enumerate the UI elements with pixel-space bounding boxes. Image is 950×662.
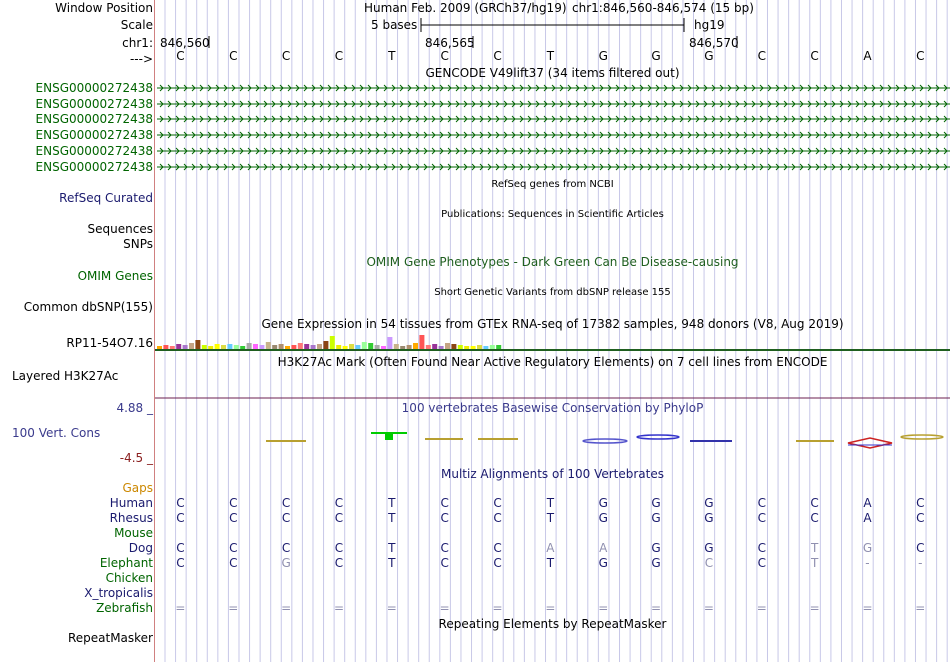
reference-base: C xyxy=(281,49,291,63)
alignment-base: - xyxy=(918,556,923,570)
alignment-base: = xyxy=(281,601,292,615)
alignment-base: C xyxy=(493,556,502,570)
species-label-mouse: Mouse xyxy=(114,526,153,540)
alignment-base: A xyxy=(863,496,872,510)
gencode-item-label[interactable]: ENSG00000272438 xyxy=(35,112,153,126)
gtex-tissue-bar[interactable] xyxy=(291,345,296,349)
gtex-tissue-bar[interactable] xyxy=(330,336,335,349)
alignment-base: = xyxy=(598,601,609,615)
gtex-tissue-bar[interactable] xyxy=(387,337,392,349)
phylop-score-mark xyxy=(583,439,627,443)
alignment-base: C xyxy=(176,556,185,570)
alignment-base: T xyxy=(388,511,396,525)
gencode-transcript[interactable] xyxy=(157,101,950,107)
alignment-base: = xyxy=(756,601,767,615)
gtex-tissue-bar[interactable] xyxy=(362,342,367,349)
phylop-track-label[interactable]: 100 Vert. Cons xyxy=(12,426,101,440)
snps-track-label[interactable]: SNPs xyxy=(123,237,153,251)
dbsnp-track-title: Short Genetic Variants from dbSNP release 155 xyxy=(434,287,671,298)
gtex-tissue-bar[interactable] xyxy=(234,345,239,349)
gtex-tissue-bar[interactable] xyxy=(189,343,194,349)
reference-base: C xyxy=(334,49,344,63)
reference-base: C xyxy=(176,49,185,63)
species-label-human: Human xyxy=(109,496,153,510)
alignment-base: G xyxy=(704,511,714,525)
alignment-base: G xyxy=(862,541,873,555)
alignment-base: C xyxy=(493,511,502,525)
alignment-base: A xyxy=(863,511,872,525)
gtex-tissue-bar[interactable] xyxy=(183,345,188,349)
alignment-base: C xyxy=(281,496,291,510)
alignment-base: T xyxy=(810,541,819,555)
alignment-base: G xyxy=(598,511,608,525)
species-label-zebrafish: Zebrafish xyxy=(96,601,153,615)
chrom-label: chr1: xyxy=(122,36,153,50)
gtex-tissue-bar[interactable] xyxy=(311,345,316,349)
reference-base: C xyxy=(757,49,766,63)
multiz-track-title: Multiz Alignments of 100 Vertebrates xyxy=(440,467,665,481)
alignment-base: C xyxy=(704,556,714,570)
gtex-tissue-bar[interactable] xyxy=(247,343,252,349)
gencode-item-label[interactable]: ENSG00000272438 xyxy=(35,81,153,95)
gencode-transcript[interactable] xyxy=(157,132,950,138)
alignment-base: C xyxy=(757,556,766,570)
gtex-tissue-bar[interactable] xyxy=(381,346,386,349)
sequences-track-label[interactable]: Sequences xyxy=(87,222,153,236)
gtex-tissue-bar[interactable] xyxy=(157,346,162,349)
species-label-rhesus: Rhesus xyxy=(109,511,153,525)
gencode-item-label[interactable]: ENSG00000272438 xyxy=(35,160,153,174)
repeatmasker-track-label[interactable]: RepeatMasker xyxy=(67,631,153,645)
gtex-track-title: Gene Expression in 54 tissues from GTEx RNA-seq of 17382 samples, 948 donors (V8, Aug 2019) xyxy=(261,317,844,331)
gtex-tissue-bar[interactable] xyxy=(202,345,207,349)
alignment-base: C xyxy=(440,496,449,510)
position-readout: chr1:846,560-846,574 (15 bp) xyxy=(572,1,754,15)
gencode-transcript[interactable] xyxy=(157,164,950,170)
gtex-tissue-bar[interactable] xyxy=(458,345,463,349)
gtex-tissue-bar[interactable] xyxy=(266,342,271,349)
alignment-base: = xyxy=(915,601,926,615)
refseq-track-label[interactable]: RefSeq Curated xyxy=(59,191,153,205)
gtex-tissue-bar[interactable] xyxy=(496,345,501,349)
alignment-base: C xyxy=(493,496,502,510)
gtex-tissue-bar[interactable] xyxy=(355,345,360,349)
scale-label: Scale xyxy=(120,18,153,32)
gtex-tissue-bar[interactable] xyxy=(464,346,469,349)
reference-base: G xyxy=(704,49,714,63)
alignment-base: = xyxy=(651,601,662,615)
scale-text: 5 bases xyxy=(371,18,418,32)
alignment-base: T xyxy=(546,556,555,570)
dbsnp-track-label[interactable]: Common dbSNP(155) xyxy=(23,300,153,314)
omim-track-title: OMIM Gene Phenotypes - Dark Green Can Be Disease-causing xyxy=(366,255,739,269)
omim-track-label[interactable]: OMIM Genes xyxy=(77,269,153,283)
alignment-base: T xyxy=(810,556,819,570)
alignment-base: C xyxy=(334,556,344,570)
phylop-score-mark xyxy=(901,435,943,439)
alignment-base: = xyxy=(703,601,714,615)
alignment-base: = xyxy=(333,601,344,615)
gaps-label: Gaps xyxy=(122,481,153,495)
gtex-tissue-bar[interactable] xyxy=(451,344,456,349)
gtex-tissue-bar[interactable] xyxy=(349,344,354,349)
gtex-tissue-bar[interactable] xyxy=(432,344,437,349)
alignment-base: G xyxy=(598,556,608,570)
species-label-dog: Dog xyxy=(128,541,153,555)
window-position-label: Window Position xyxy=(55,1,153,15)
gencode-transcript[interactable] xyxy=(157,148,950,154)
gtex-tissue-bar[interactable] xyxy=(208,346,213,349)
alignment-base: = xyxy=(228,601,239,615)
reference-base: C xyxy=(916,49,925,63)
reference-base: T xyxy=(388,49,396,63)
gtex-tissue-bar[interactable] xyxy=(227,344,232,349)
reference-base: G xyxy=(651,49,661,63)
gtex-tissue-bar[interactable] xyxy=(259,345,264,349)
alignment-base: = xyxy=(862,601,873,615)
gtex-tissue-bar[interactable] xyxy=(343,346,348,349)
gtex-tissue-bar[interactable] xyxy=(323,341,328,349)
gtex-tissue-bar[interactable] xyxy=(439,346,444,349)
alignment-base: C xyxy=(229,511,238,525)
gtex-tissue-bar[interactable] xyxy=(253,344,258,349)
h3k27ac-track-label[interactable]: Layered H3K27Ac xyxy=(12,369,119,383)
phylop-score-mark xyxy=(637,435,679,439)
alignment-base: C xyxy=(440,541,449,555)
species-label-x-tropicalis: X_tropicalis xyxy=(84,586,153,600)
alignment-base: C xyxy=(281,511,291,525)
reference-base: C xyxy=(810,49,819,63)
alignment-base: C xyxy=(757,541,766,555)
coord-tick-label: 846,560 xyxy=(160,36,210,50)
gtex-tissue-bar[interactable] xyxy=(317,344,322,349)
gencode-transcript[interactable] xyxy=(157,85,950,91)
gtex-tissue-bar[interactable] xyxy=(272,345,277,349)
refseq-track-title: RefSeq genes from NCBI xyxy=(491,179,614,190)
phylop-score-mark xyxy=(848,438,892,448)
gtex-tissue-bar[interactable] xyxy=(170,346,175,349)
coord-tick-label: 846,565 xyxy=(425,36,475,50)
phylop-track-title: 100 vertebrates Basewise Conservation by PhyloP xyxy=(401,401,704,415)
alignment-base: G xyxy=(281,556,291,570)
gtex-tissue-bar[interactable] xyxy=(477,345,482,349)
alignment-base: = xyxy=(386,601,397,615)
gencode-item-label[interactable]: ENSG00000272438 xyxy=(35,128,153,142)
gtex-tissue-bar[interactable] xyxy=(483,346,488,349)
alignment-base: C xyxy=(334,496,344,510)
alignment-base: G xyxy=(651,541,661,555)
alignment-base: C xyxy=(334,541,344,555)
alignment-base: G xyxy=(651,511,661,525)
gtex-tissue-bar[interactable] xyxy=(304,344,309,349)
alignment-base: C xyxy=(229,541,238,555)
gtex-tissue-bar[interactable] xyxy=(279,344,284,349)
alignment-base: C xyxy=(229,556,238,570)
alignment-base: T xyxy=(388,556,396,570)
gencode-item-label[interactable]: ENSG00000272438 xyxy=(35,144,153,158)
alignment-base: T xyxy=(388,496,396,510)
alignment-base: C xyxy=(440,511,449,525)
alignment-base: G xyxy=(651,556,661,570)
species-label-chicken: Chicken xyxy=(105,571,153,585)
assembly-title: Human Feb. 2009 (GRCh37/hg19) xyxy=(364,1,567,15)
gtex-tissue-bar[interactable] xyxy=(426,345,431,349)
reference-base: A xyxy=(863,49,872,63)
gtex-tissue-bar[interactable] xyxy=(221,345,226,349)
publications-track-title: Publications: Sequences in Scientific Articles xyxy=(441,209,664,220)
gencode-item-label[interactable]: ENSG00000272438 xyxy=(35,97,153,111)
gtex-tissue-bar[interactable] xyxy=(215,344,220,349)
h3k27ac-track-title: H3K27Ac Mark (Often Found Near Active Regulatory Elements) on 7 cell lines from ENCODE xyxy=(277,355,828,369)
gtex-tissue-bar[interactable] xyxy=(195,340,200,349)
gtex-tissue-bar[interactable] xyxy=(240,346,245,349)
alignment-base: C xyxy=(440,556,449,570)
gencode-transcript[interactable] xyxy=(157,116,950,122)
gtex-tissue-bar[interactable] xyxy=(445,343,450,349)
gtex-tissue-bar[interactable] xyxy=(407,345,412,349)
alignment-base: = xyxy=(545,601,556,615)
alignment-base: C xyxy=(810,511,819,525)
alignment-base: C xyxy=(176,511,185,525)
alignment-base: = xyxy=(439,601,450,615)
alignment-base: T xyxy=(546,511,555,525)
coord-tick-label: 846,570 xyxy=(689,36,739,50)
reference-base: T xyxy=(546,49,555,63)
db-label: hg19 xyxy=(694,18,725,32)
gtex-tissue-bar[interactable] xyxy=(471,346,476,349)
gtex-tissue-bar[interactable] xyxy=(375,345,380,349)
alignment-base: C xyxy=(916,496,925,510)
gtex-tissue-bar[interactable] xyxy=(336,345,341,349)
alignment-base: C xyxy=(281,541,291,555)
alignment-base: C xyxy=(229,496,238,510)
species-label-elephant: Elephant xyxy=(99,556,153,570)
repeatmasker-track-title: Repeating Elements by RepeatMasker xyxy=(438,617,667,631)
gtex-tissue-bar[interactable] xyxy=(394,344,399,349)
alignment-base: C xyxy=(493,541,502,555)
alignment-base: G xyxy=(704,496,714,510)
alignment-base: = xyxy=(492,601,503,615)
alignment-base: C xyxy=(916,511,925,525)
alignment-base: = xyxy=(175,601,186,615)
gtex-tissue-bar[interactable] xyxy=(285,346,290,349)
alignment-base: G xyxy=(651,496,661,510)
alignment-base: C xyxy=(334,511,344,525)
gtex-tissue-bar[interactable] xyxy=(413,343,418,349)
alignment-base: A xyxy=(546,541,555,555)
alignment-base: T xyxy=(388,541,396,555)
gtex-tissue-bar[interactable] xyxy=(298,343,303,349)
reference-base: C xyxy=(229,49,238,63)
gtex-gene-label[interactable]: RP11-54O7.16 xyxy=(66,336,153,350)
alignment-base: C xyxy=(757,496,766,510)
alignment-base: - xyxy=(865,556,870,570)
gtex-tissue-bar[interactable] xyxy=(176,344,181,349)
gtex-tissue-bar[interactable] xyxy=(163,345,168,349)
gtex-tissue-bar[interactable] xyxy=(419,335,424,349)
alignment-base: C xyxy=(176,541,185,555)
alignment-base: A xyxy=(599,541,608,555)
reference-base: C xyxy=(493,49,502,63)
reference-base: G xyxy=(598,49,608,63)
alignment-base: G xyxy=(704,541,714,555)
phylop-max-label: 4.88 _ xyxy=(116,401,153,415)
gtex-tissue-bar[interactable] xyxy=(368,343,373,349)
scale-bar xyxy=(421,18,684,32)
alignment-base: C xyxy=(757,511,766,525)
reference-base: C xyxy=(440,49,449,63)
gencode-track-title: GENCODE V49lift37 (34 items filtered out) xyxy=(425,66,680,80)
alignment-base: C xyxy=(810,496,819,510)
alignment-base: C xyxy=(176,496,185,510)
strand-arrow-label: ---> xyxy=(129,52,153,66)
phylop-min-label: -4.5 _ xyxy=(119,451,153,465)
alignment-base: = xyxy=(809,601,820,615)
alignment-base: G xyxy=(598,496,608,510)
gtex-tissue-bar[interactable] xyxy=(400,346,405,349)
gtex-tissue-bar[interactable] xyxy=(490,345,495,349)
phylop-score-mark xyxy=(371,433,407,440)
alignment-base: T xyxy=(546,496,555,510)
alignment-base: C xyxy=(916,541,925,555)
